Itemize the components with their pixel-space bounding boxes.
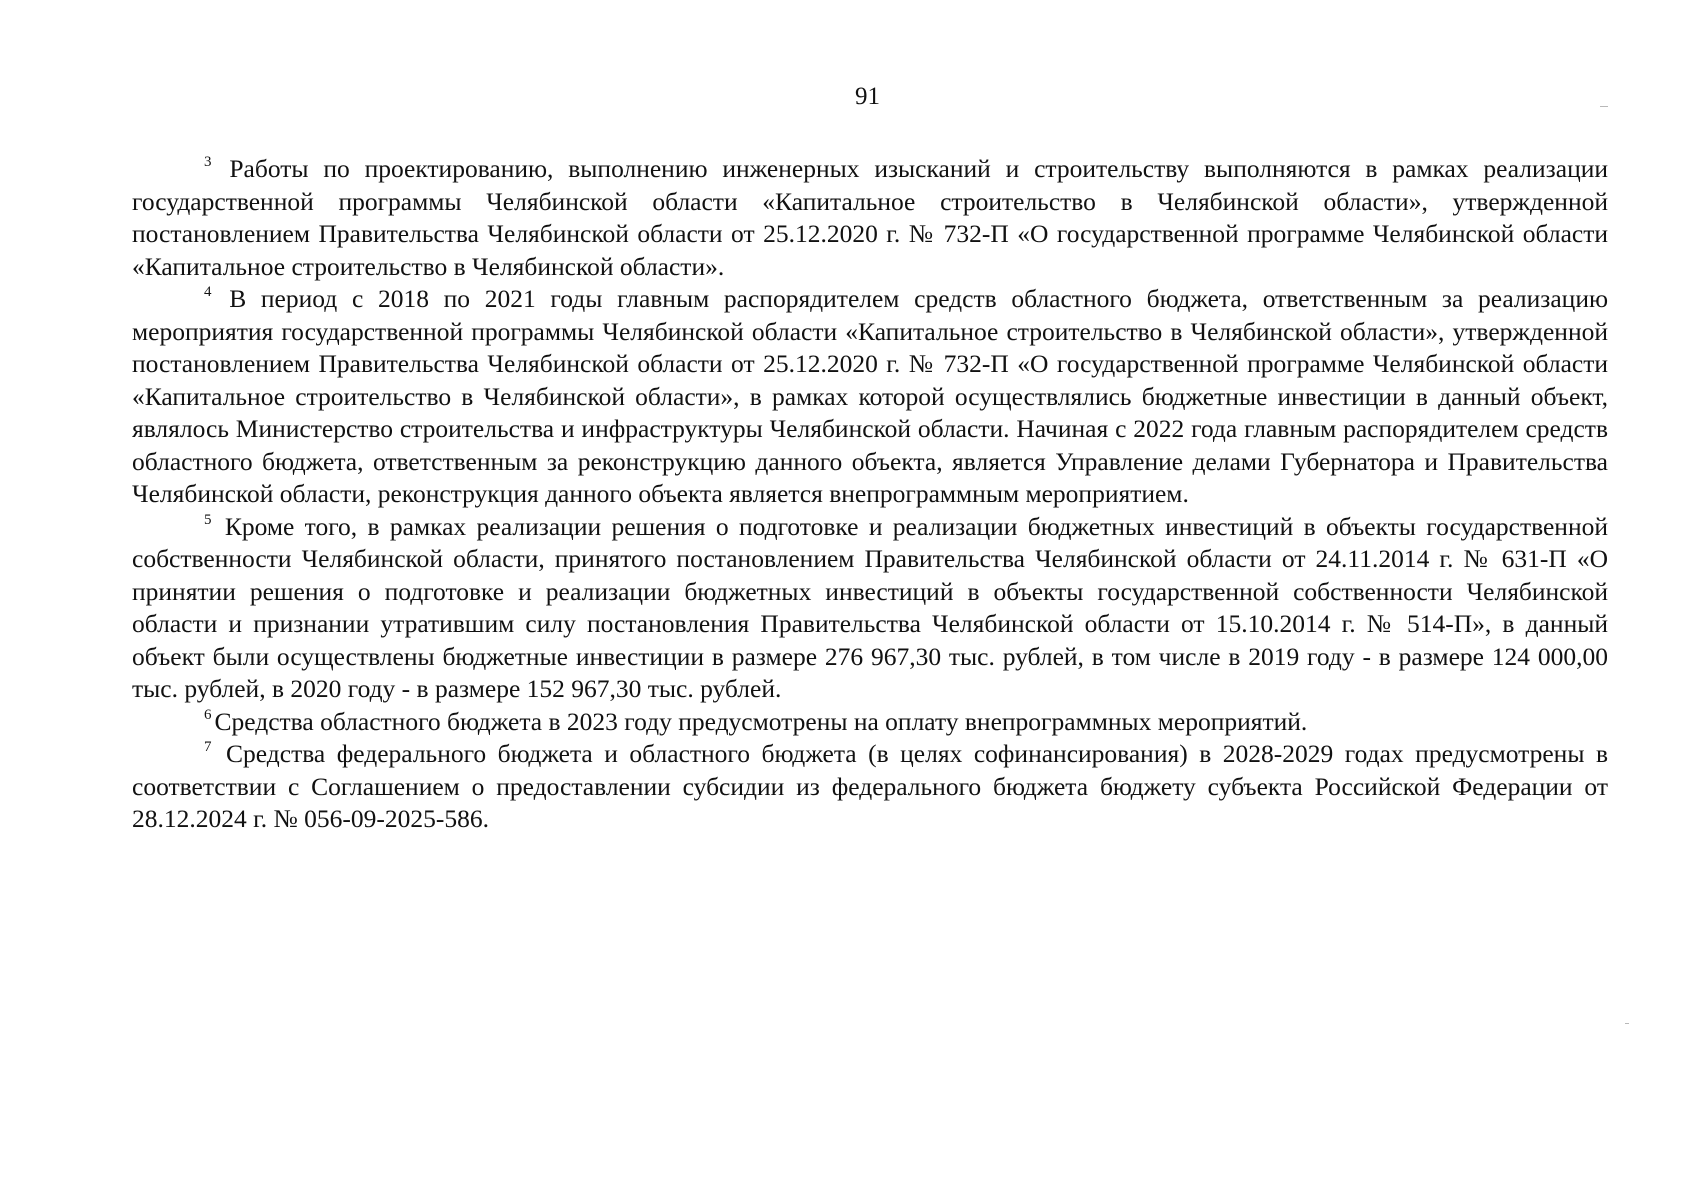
footnote-marker: 5 bbox=[204, 511, 212, 528]
footnote-text: Средства областного бюджета в 2023 году предусмотрены на оплату внепрограммных мероприятий. bbox=[214, 706, 1308, 736]
scan-speck bbox=[1625, 1023, 1629, 1024]
footnote-7 bbox=[132, 738, 1608, 836]
footnote-text: Средства федерального бюджета и областного бюджета (в целях софинансирования) в 2028-2029 годах предусмотрены в соответствии с Соглашением о предоставлении субсидии из федерального бюджета бюджету субъекта Российской Федерации от 28.12.2024 г. № 056-09-2025-586. bbox=[132, 739, 1609, 833]
footnote-4 bbox=[132, 283, 1608, 511]
footnote-text: В период с 2018 по 2021 годы главным распорядителем средств областного бюджета, ответственным за реализацию мероприятия государственной программы Челябинской области «Капитальное строительство в Челябинской области», утвержденной постановлением Правительства Челябинской области от 25.12.2020 г. № 732-П «О государственной программе Челябинской области «Капитальное строительство в Челябинской области», в рамках которой осуществлялись бюджетные инвестиции в данный объект, являлось Министерство строительства и инфраструктуры Челябинской области. Начиная с 2022 года главным распорядителем средств областного бюджета, ответственным за реконструкцию данного объекта, является Управление делами Губернатора и Правительства Челябинской области, реконструкция данного объекта является внепрограммным мероприятием. bbox=[132, 284, 1609, 508]
footnote-marker: 7 bbox=[204, 739, 212, 755]
footnote-marker: 4 bbox=[204, 284, 212, 300]
footnote-text: Кроме того, в рамках реализации решения о подготовке и реализации бюджетных инвестиций в объекты государственной собственности Челябинской области, принятого постановлением Правительства Челябинской области от 24.11.2014 г. № 631-П «О принятии решения о подготовке и реализации бюджетных инвестиций в объекты государственной собственности Челябинской области и признании утратившим силу постановления Правительства Челябинской области от 15.10.2014 г. № 514-П», в данный объект были осуществлены бюджетные инвестиции в размере 276 967,30 тыс. рублей, в том числе в 2019 году - в размере 124 000,00 тыс. рублей, в 2020 году - в размере 152 967,30 тыс. рублей. bbox=[132, 511, 1608, 703]
footnote-6 bbox=[132, 706, 1608, 739]
footnotes-block bbox=[132, 153, 1608, 836]
footnote-marker: 6 bbox=[204, 706, 212, 723]
footnote-5 bbox=[132, 511, 1608, 706]
footnote-text: Работы по проектированию, выполнению инженерных изысканий и строительству выполняются в рамках реализации государственной программы Челябинской области «Капитальное строительство в Челябинской области», утвержденной постановлением Правительства Челябинской области от 25.12.2020 г. № 732-П «О государственной программе Челябинской области «Капитальное строительство в Челябинской области». bbox=[132, 154, 1609, 281]
footnote-3 bbox=[132, 153, 1608, 283]
page-number: 91 bbox=[855, 83, 880, 110]
scan-speck bbox=[1600, 106, 1608, 107]
footnote-marker: 3 bbox=[204, 154, 212, 170]
